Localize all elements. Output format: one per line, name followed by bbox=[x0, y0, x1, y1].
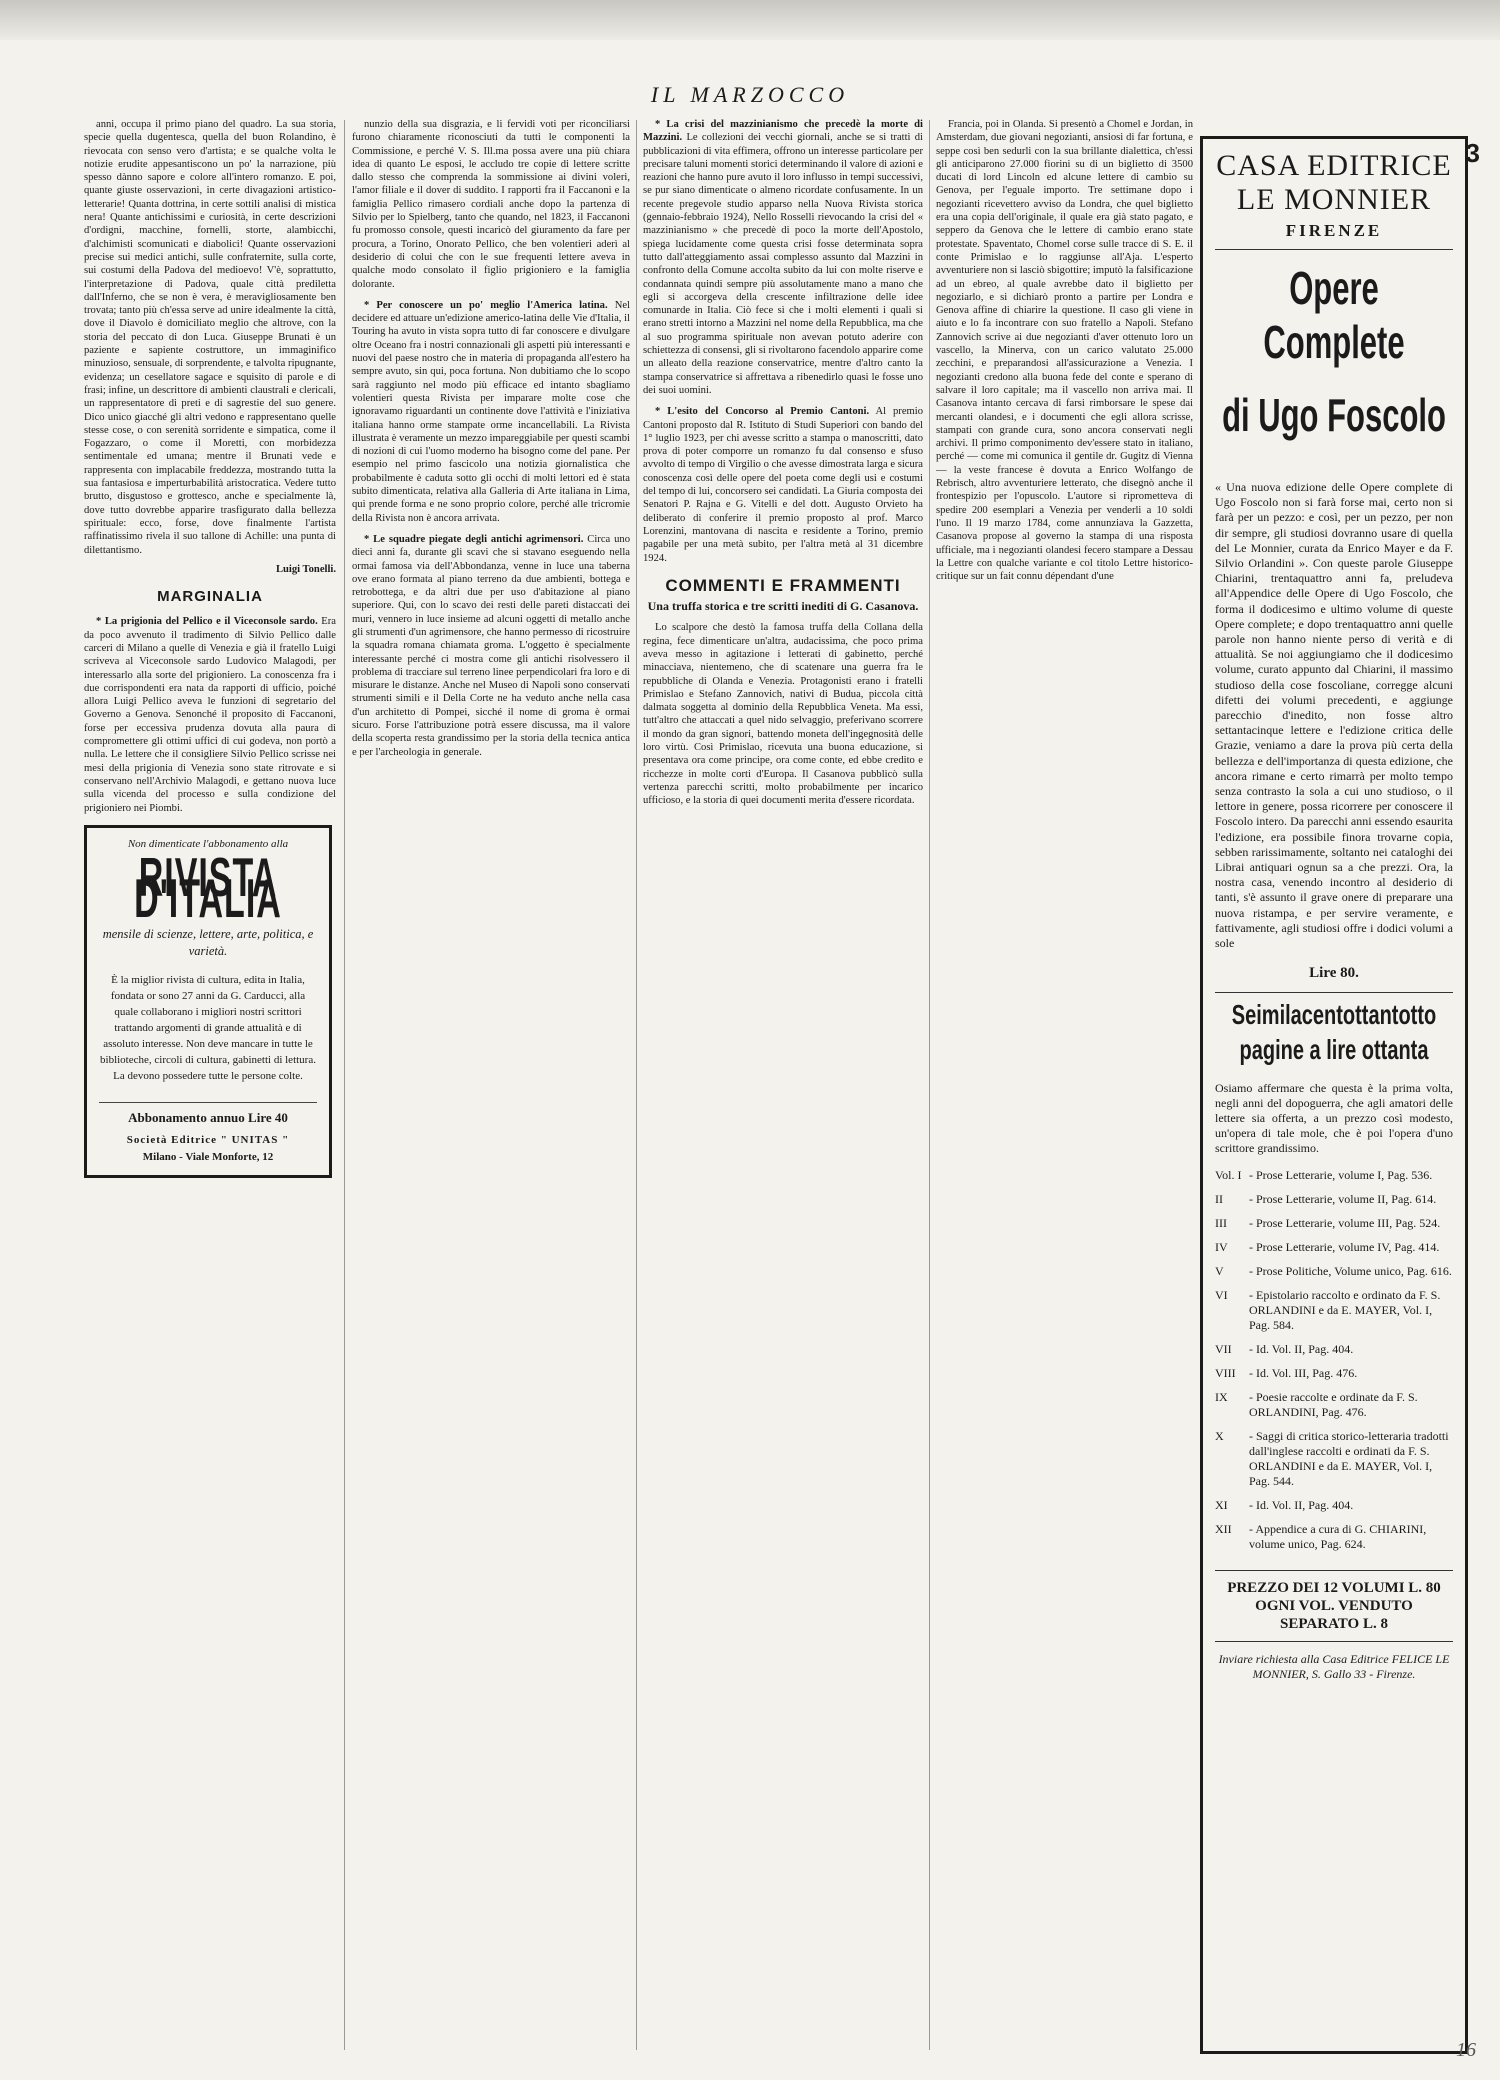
volume-entry bbox=[1215, 1288, 1453, 1333]
volume-description: - Epistolario raccolto e ordinato da F. S. ORLANDINI e da E. MAYER, Vol. I, Pag. 584. bbox=[1249, 1288, 1441, 1333]
item-lead: * L'esito del Concorso al Premio Cantoni. bbox=[655, 406, 870, 418]
price-single: OGNI VOL. VENDUTO SEPARATO L. 8 bbox=[1255, 1598, 1413, 1633]
volume-description: - Appendice a cura di G. CHIARINI, volume unico, Pag. 624. bbox=[1249, 1522, 1427, 1552]
volume-description: - Id. Vol. III, Pag. 476. bbox=[1249, 1366, 1358, 1381]
volume-entry bbox=[1215, 1498, 1453, 1513]
item-lead: * Per conoscere un po' meglio l'America latina. bbox=[364, 299, 608, 311]
marginalia-heading: MARGINALIA bbox=[157, 588, 263, 606]
article-text: Francia, poi in Olanda. Si presentò a Chomel e Jordan, in Amsterdam, due giovani negozianti, ansiosi di far fortuna, e seppe così ben sedurli con la sua brillante dialettica, ch'essi gli anticiparono 27.000 fiorini su di un biglietto di 3500 ducati di lord Lincoln ed alcune lettere di cambio su Genova, per l'eguale importo. Tre settimane dopo i negozianti ricevettero avviso da Londra, che quel biglietto era una copia dell'originale, il quale era già stato pagato, e seppero da Genova che le lettere di cambio erano state protestate. Spaventato, Chomel corse sulle tracce di S. E. il conte Primislao e lo raggiunse all'Aja. L'esperto avventuriere non si lasciò sbigottire; imputò la falsificazione ad un ebreo, al quale avrebbe dato il biglietto per negoziarlo, e si dichiarò pronto a partire per Londra e Genova affine di chiarire la questione. Il caso gli viene in aiuto e lo fa incontrare con suo fratello a Napoli. Stefano Zannovich scrive ai due negozianti d'aver ottenuto loro un vascello, la Minerva, con un carico valutato 25.000 zecchini, e preparandosi all'assicurazione a Venezia. I negozianti credono alla buona fede del conte e sperano di salvare il loro capitale; ma il vascello non arriva mai. Il Casanova intanto cercava di farsi rimborsare le spese dai mercanti olandesi, e i documenti che egli allora scrisse, stampati con grande cura, sono ancora conservati negli archivi. Il primo componimento dev'essere stato in italiano, perché — come mi comunica il gentile dr. Gugitz di Vienna — la veste francese è dovuta a Enrico Wolfango de Rebrisch, altro avventuriere letterato, che disegnò anche il frontespizio per l'opuscolo. L'autore si riprometteva di spedire 200 esemplari a Venezia per venderli a 10 soldi l'uno. Il 19 marzo 1784, come annunziava la Gazzetta, Casanova propose al governo la stampa di una risposta ufficiale, ma i negozianti olandesi fecero stampare a Dessau la Lettre con qualche variante e col titolo Lettre historico-critique sur un fait connu dépendant d'une bbox=[936, 119, 1193, 583]
le-monnier-ad bbox=[1200, 136, 1468, 2054]
order-info: Inviare richiesta alla Casa Editrice FELICE LE MONNIER, S. Gallo 33 - Firenze. bbox=[1218, 1652, 1450, 1682]
volume-number: V bbox=[1215, 1264, 1224, 1279]
ad-pages-line-2: pagine a lire ottanta bbox=[1239, 1035, 1429, 1067]
article-text: anni, occupa il primo piano del quadro. La sua storia, specie quella dugentesca, quella del buon Rolandino, è rievocata con senso vero d'artista; e se qualche volta le notizie erudite appesantiscono un po' la narrazione, più spesso dànno sapore e colore all'intero romanzo. E poi, quante giuste osservazioni, in certe divagazioni artistico-letterarie! Quanta dottrina, in certe sottili analisi di mistica nera! Quante antichissimi e curiosità, in certe descrizioni d'ordigni, macchine, fornelli, storte, alambicchi, d'alchimisti scomunicati e diabolici! Quante osservazioni precise sui medici antichi, sulle confraternite, sulla corte, sui costumi della Padova del medioevo! V'è, soprattutto, l'interpretazione di Padova, quale città prediletta dall'Inferno, che se non è vera, è meravigliosamente ben trovata; tanto più ch'essa serve ad unire idealmente la città, dove il Diavolo è domiciliato meglio che altrove, con la storia del peccato di don Luca. Giuseppe Brunati è un paziente e sapiente costruttore, un immaginifico minuzioso, sensuale, di sorprendente, e talvolta ripugnante, evidenza; un cesellatore sagace e squisito di parole e di frasi; infine, un descrittore di ambienti claustrali e clericali, un rappresentatore di preti e di sagrestie del suo genere. Dico unico giacché gli altri vedono e rappresentano quelle stesse cose, o con serenità sorridente e simpatica, come il Fogazzaro, o come il Moretti, con morbidezza sentimentale ed umana; mentre il Brunati vede e rappresenta con implacabile freddezza, mostrando tutta la sua fantasiosa e imperturbabilità aristocratica. Vedere tutto brutto, disgustoso e grottesco, anche e specialmente là, dove tutto dovrebbe apparire trasfigurato dalla bellezza spirituale: ecco, forse, dove finalmente l'artista raffinatissimo rivela il suo tallone di Achille: una punta di dilettantismo. bbox=[84, 119, 336, 556]
volume-entry bbox=[1215, 1366, 1453, 1381]
volume-entry bbox=[1215, 1522, 1453, 1552]
volume-entry bbox=[1215, 1390, 1453, 1420]
marginalia-item bbox=[643, 118, 923, 397]
marginalia-item bbox=[84, 615, 336, 814]
volume-entry bbox=[1215, 1168, 1453, 1183]
volume-number: X bbox=[1215, 1429, 1224, 1444]
rivista-ad bbox=[84, 825, 332, 1178]
page-number: 3 bbox=[1465, 138, 1480, 168]
volume-number: XII bbox=[1215, 1522, 1232, 1537]
article-text: nunzio della sua disgrazia, e li fervidi voti per riconciliarsi furono chiaramente riconosciuti da tutti le componenti la Commissione, e perché V. S. Ill.ma possa avere una più chiara idea di quanto Le esposi, le accludo tre copie di lettere scritte dallo stesso che comprenda la sommissione ai divini voleri, l'amor filiale e il dover di suddito. I rapporti fra il Faccanoni e la famiglia Pellico rimasero cordiali anche dopo la partenza di Silvio per lo Spielberg, tanto che quando, nel 1823, il Faccanoni fu promosso console, questi incaricò del giuramento da fare per procura, a Torino, Onorato Pellico, che ben volentieri aderì al desiderio di colui che con le sue frequenti lettere aveva in qualche modo consolato il figlio prigioniero e la famiglia dolorante. bbox=[352, 119, 630, 290]
volume-description: - Prose Letterarie, volume III, Pag. 524. bbox=[1249, 1216, 1441, 1231]
divider bbox=[1215, 992, 1453, 993]
volume-list bbox=[1215, 1168, 1453, 1552]
volume-entry bbox=[1215, 1192, 1453, 1207]
column-2 bbox=[352, 118, 630, 2048]
ad-price-box bbox=[1215, 1570, 1453, 1642]
column-1 bbox=[84, 118, 336, 2048]
ad-pages-line-1: Seimilacentottantotto bbox=[1231, 1000, 1437, 1032]
column-rule bbox=[929, 120, 930, 2050]
volume-entry bbox=[1215, 1216, 1453, 1231]
item-text: Era da poco avvenuto il tradimento di Silvio Pellico dalle carceri di Milano a quelle di Venezia e già il fratello Luigi scriveva al Viceconsole sardo Ludovico Malagodi, per interessarlo alla sorte del prigioniero. La conoscenza fra i due corrispondenti era nata da rapporti di ufficio, poiché allora Luigi Pellico aveva le funzioni di segretario del Governo a Genova. Senonché il proposito di Faccanoni, forse per eccessiva prudenza dovuta alla paura di compromettere gli ottimi uffici di cui godeva, non portò a nulla. Le lettere che il consigliere Silvio Pellico scrisse nei mesi della prigionia di Venezia sono state ritrovate e si conservano nell'Archivio Malagodi, e gettano nuova luce sulla vicenda del processo e sulla condizione del prigioniero nei Piombi. bbox=[84, 616, 336, 814]
handwritten-mark: 16 bbox=[1456, 2039, 1476, 2061]
item-lead: * La prigionia del Pellico e il Viceconsole sardo. bbox=[96, 616, 318, 628]
ad-title: RIVISTA D'ITALIA bbox=[134, 848, 282, 931]
volume-description: - Prose Politiche, Volume unico, Pag. 616. bbox=[1249, 1264, 1452, 1279]
item-text: Al premio Cantoni proposto dal R. Istituto di Studi Superiori con bando del 1° luglio 1923, per chi avesse scritto a stampa o manoscritti, dato prova di poter comporre un romanzo fu dal consenso e sfuso avvolto di tempo di Virgilio o che avesse dimostrata larga e sicura conoscenza così delle opere del poeta come degli usi e costumi del tempo di lui, concorsero sei candidati. La Giuria composta dei Senatori P. Rajna e G. Vitelli e del dott. Augusto Orvieto ha deliberato di conferire il premio proposto al prof. Marco Lorenzini, mantovana di nascita e residente a Torino, premio pagabile per una metà subito, per l'altra metà al 31 dicembre 1924. bbox=[643, 406, 923, 564]
ad-city: FIRENZE bbox=[1285, 221, 1383, 240]
volume-number: III bbox=[1215, 1216, 1227, 1231]
volume-number: IV bbox=[1215, 1240, 1228, 1255]
ad-price-tag: Lire 80. bbox=[1309, 965, 1359, 982]
scan-edge bbox=[0, 0, 1500, 40]
column-rule bbox=[636, 120, 637, 2050]
column-4 bbox=[936, 118, 1193, 2048]
volume-description: - Prose Letterarie, volume I, Pag. 536. bbox=[1249, 1168, 1433, 1183]
volume-description: - Prose Letterarie, volume IV, Pag. 414. bbox=[1249, 1240, 1440, 1255]
author-signature: Luigi Tonelli. bbox=[275, 563, 336, 575]
volume-description: - Saggi di critica storico-letteraria tradotti dall'inglese raccolti e ordinati da F. S. ORLANDINI e da E. MAYER, Vol. I, Pag. 544. bbox=[1249, 1429, 1449, 1489]
article-subheading: Una truffa storica e tre scritti inediti di G. Casanova. bbox=[647, 599, 919, 614]
volume-description: - Id. Vol. II, Pag. 404. bbox=[1249, 1498, 1354, 1513]
volume-entry bbox=[1215, 1429, 1453, 1489]
column-rule bbox=[344, 120, 345, 2050]
volume-number: VI bbox=[1215, 1288, 1228, 1303]
divider bbox=[1215, 249, 1453, 250]
ad-intro: Osiamo affermare che questa è la prima volta, negli anni del dopoguerra, che agli amatori delle lettere sia offerta, a un prezzo così modesto, un'opera di tale mole, che è poi l'opera d'uno scrittore grandissimo. bbox=[1215, 1081, 1453, 1156]
item-text: Nel decidere ed attuare un'edizione americo-latina delle Vie d'Italia, il Touring ha avuto in vista sopra tutto di far conoscere e divulgare oltre Oceano fra i nostri connazionali gli aspetti più interessanti e nuovi del paese nostro che in materia di propaganda all'estero ha sempre avuto, sin qui, poca fortuna. Non dubitiamo che lo scopo sarà raggiunto nel modo più efficace ed intanto sbagliamo volentieri questa Rivista per imparare molte cose che ignoravamo riguardanti un continente dove l'attività e l'iniziativa italiana hanno orme stampate orme incancellabili. La Rivista illustrata è veramente un mezzo impareggiabile per questi scambi di nozioni di cui l'uomo moderno ha bisogno come del pane. Per esempio nel primo fascicolo una notizia giornalistica che probabilmente è caduta sotto gli occhi di molti lettori ed è stata subito dimenticata, relativa alla Galleria di Arte italiana in Lima, qui prende forma e ne sono proprio colore, perché alle tricromie della Rivista non è ancora arrivata. bbox=[352, 299, 630, 524]
article-text: Lo scalpore che destò la famosa truffa della Collana della regina, fece dimenticare un'altra, audacissima, che poco prima aveva messo in agitazione i letterati di gabinetto, perché minacciava, nientemeno, che di scatenare una guerra fra le repubbliche di Olanda e Venezia. Protagonisti erano i fratelli Primislao e Stefano Zannovich, nativi di Budua, piccola città dalmata soggetta al dominio della Repubblica Veneta. Ma essi, tutt'altro che attaccati a quel nido selvaggio, preferivano scorrere il mondo da gran signori, battendo moneta dell'ingegnosità delle loro virtù. Così Primislao, ricevuta una buona educazione, si presentava ora come principe, ora come conte, ed ebbe credito e ricchezze in molte corti d'Europa. Il Casanova pubblicò sulla vertenza parecchi scritti, molto probabilmente per incarico ufficioso, e la storia di quei documenti merita d'essere ricordata. bbox=[643, 622, 923, 807]
marginalia-item bbox=[643, 405, 923, 565]
ad-top: Non dimenticate l'abbonamento alla bbox=[127, 837, 289, 850]
volume-number: II bbox=[1215, 1192, 1223, 1207]
item-lead: * La crisi del mazzinianismo che precedè la morte di Mazzini. bbox=[643, 119, 923, 144]
running-head: IL MARZOCCO bbox=[650, 82, 850, 107]
ad-address: Milano - Viale Monforte, 12 bbox=[142, 1151, 274, 1164]
volume-number: VIII bbox=[1215, 1366, 1236, 1381]
volume-number: XI bbox=[1215, 1498, 1228, 1513]
volume-entry bbox=[1215, 1240, 1453, 1255]
ad-description: « Una nuova edizione delle Opere complete di Ugo Foscolo non si farà forse mai, certo non si farà per un pezzo: e così, per un pezzo, per non dir sempre, gli studiosi dovranno usare di quella del Le Monnier, curata da Enrico Mayer e da F. Silvio Orlandini ». Con queste parole Giuseppe Chiarini, trentaquattro anni fa, preludeva all'Appendice delle Opere di Ugo Foscolo, che forma il dodicesimo e ultimo volume di queste Opere complete; e dopo trentaquattro anni quelle parole non hanno niente perso di verità e di attualità. Se noi aggiungiamo che il dodicesimo volume, curato appunto dal Chiarini, il massimo studioso della cose foscoliane, corregge alcuni difetti dei volumi precedenti, e aggiunge parecchio d'inedito, non fosse altro settantacinque lettere e l'edizione critica delle Grazie, veniamo a dare la prova più certa della bellezza e dell'importanza di questa edizione, che ancora rimane e certo rimarrà per molto tempo senza contrasto la sola a cui uno studioso, o il lettore in genere, possa ricorrere per conoscere il Foscolo intero. Da parecchi anni essendo esaurita l'edizione, era possibile finora trovarne copia, sebben rarissimamente, soltanto nei cataloghi dei Librai antiquari ognun sa a che prezzi. Ora, la nostra casa, venendo incontro al desiderio di tanti, s'è assunto il grave onere di preparare una nuova ristampa, e per servire veramente, e fattivamente, agli studiosi offre i dodici volumi a sole bbox=[1215, 480, 1453, 951]
ad-publisher: Società Editrice " UNITAS " bbox=[126, 1134, 290, 1147]
volume-description: - Prose Letterarie, volume II, Pag. 614. bbox=[1249, 1192, 1437, 1207]
volume-description: - Poesie raccolte e ordinate da F. S. ORLANDINI, Pag. 476. bbox=[1249, 1390, 1418, 1420]
volume-entry bbox=[1215, 1264, 1453, 1279]
ad-price: Abbonamento annuo Lire 40 bbox=[99, 1102, 317, 1124]
volume-number: Vol. I bbox=[1215, 1168, 1242, 1183]
price-all: PREZZO DEI 12 VOLUMI L. 80 bbox=[1227, 1580, 1441, 1597]
column-3 bbox=[643, 118, 923, 2048]
item-text: Circa uno dieci anni fa, durante gli scavi che si stavano eseguendo nella ormai famosa via dell'Abbondanza, venne in luce una taberna ove erano formata al piano terreno da due ambienti, bottega e retrobottega, e da altri due per uso d'abitazione al piano superiore. Qui, con lo scavo dei resti delle pareti distaccati dei muri, vennero in luce insieme ad alcuni oggetti di metallo anche gli strumenti d'un agrimensore, che hanno permesso di ricostruire la squadra romana chiamata groma. L'oggetto è specialmente interessante perché ci mostra come gli antichi risolvessero il problema di tracciare sul terreno linee perpendicolari fra loro e di misurare le distanze. Anche nel Museo di Napoli sono conservati strumenti simili e il Della Corte ne ha veduto anche nella casa d'un architetto di Pompei, sicché il nome di groma è ormai sicuro. Forse l'attribuzione potrà essere discussa, ma il valore della scoperta resta grandissimo per la storia della tecnica antica e per l'archeologia in generale. bbox=[352, 533, 630, 758]
item-text: Le collezioni dei vecchi giornali, anche se si tratti di pubblicazioni di vita effimera, offrono un interesse particolare per precisare taluni momenti storici determinando il valore di azioni e reazioni che hanno pure avuto il loro influsso in tempi successivi, se pur siano dimenticate o almeno ricordate confusamente. In un recente pregevole studio apparso nella Nuova Rivista storica (gennaio-febbraio 1924), Nello Rosselli rievocando la crisi del « mazzinianismo » che precedè di poco la morte dell'Apostolo, spiega lucidamente come questa crisi fosse determinata sopra tutto dall'atteggiamento assai complesso assunto dal Mazzini in confronto della Comune accolta subito da lui con molte riserve e condannata quindi sempre più assolutamente mano a mano che egli si accorgeva della crescente infiltrazione delle idee comunarde in Italia. Ciò fece sì che i molti elementi i quali si erano stretti intorno a Mazzini nel nome della Repubblica, ma che al suo programma spirituale non avevan potuto aderire con schiettezza di consensi, gli si rivoltarono facendolo apparire come un alleato della reazione conservatrice, mentre d'altro canto la stampa conservatrice si affrettava a ribenedirlo quasi le fosse uno dei suoi uomini. bbox=[643, 132, 923, 396]
volume-entry bbox=[1215, 1342, 1453, 1357]
ad-title-line-2: di Ugo Foscolo bbox=[1222, 389, 1446, 442]
volume-number: IX bbox=[1215, 1390, 1228, 1405]
marginalia-item bbox=[352, 299, 630, 525]
ad-publisher-name: CASA EDITRICE LE MONNIER bbox=[1216, 149, 1452, 216]
marginalia-item bbox=[352, 533, 630, 759]
volume-description: - Id. Vol. II, Pag. 404. bbox=[1249, 1342, 1354, 1357]
volume-number: VII bbox=[1215, 1342, 1232, 1357]
item-lead: * Le squadre piegate degli antichi agrimensori. bbox=[364, 533, 584, 545]
ad-title-line-1: Opere Complete bbox=[1263, 262, 1405, 369]
ad-subtitle: mensile di scienze, lettere, arte, politica, e varietà. bbox=[102, 926, 314, 958]
section-heading: COMMENTI E FRAMMENTI bbox=[665, 575, 901, 595]
ad-body: È la miglior rivista di cultura, edita in Italia, fondata or sono 27 anni da G. Carducci, alla quale collaborano i migliori nostri scrittori trattando argomenti di grande attualità e di assoluto interesse. Non deve mancare in tutte le biblioteche, circoli di cultura, gabinetti di lettura. La devono possedere tutte le persone colte. bbox=[100, 973, 316, 1082]
